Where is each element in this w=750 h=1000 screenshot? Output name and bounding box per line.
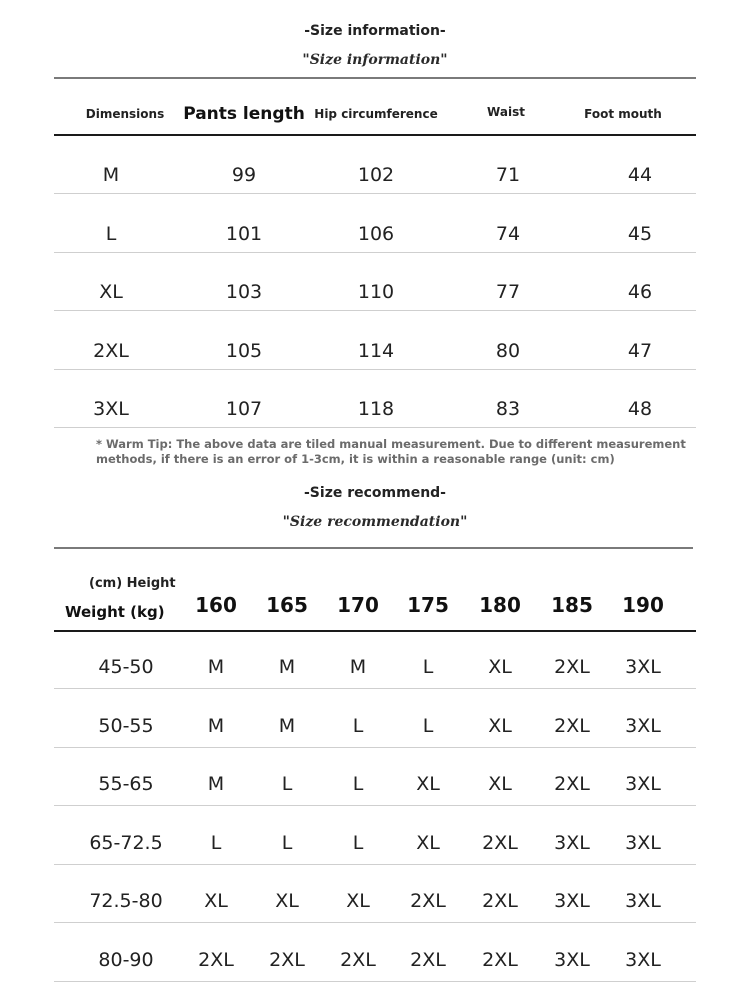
size-cell: 3XL [625,831,661,854]
table-cell: 71 [495,164,521,186]
table-cell: 102 [357,164,395,186]
size-cell: 2XL [410,890,446,912]
size-information-subheading: "Size information" [302,52,448,68]
size-cell: 2XL [482,890,518,912]
size-cell: L [352,831,364,854]
table-cell: 2XL [93,339,129,362]
size-cell: 3XL [554,948,590,971]
size-cell: 2XL [554,773,590,795]
row-divider [54,369,696,370]
size-cell: 3XL [625,890,661,912]
column-header: Foot mouth [584,107,662,121]
table-cell: 118 [357,398,395,420]
table-cell: 45 [627,222,653,245]
table-cell: 48 [627,398,653,420]
table-cell: 47 [627,339,653,362]
column-header: Waist [487,105,525,119]
weight-cell: 50-55 [98,714,154,737]
row-divider [54,252,696,253]
size-cell: M [207,656,225,678]
size-cell: XL [488,656,512,678]
size-cell: 3XL [625,714,661,737]
height-header: 185 [551,593,593,617]
weight-cell: 80-90 [98,948,154,971]
table-cell: 83 [495,398,521,420]
table-cell: 74 [495,222,521,245]
column-header: Dimensions [85,107,165,121]
recommend-header-rule [54,630,696,632]
table-cell: 101 [225,222,263,245]
size-cell: L [422,714,434,737]
size-recommend-subheading: "Size recommendation" [282,514,468,530]
size-cell: 3XL [554,831,590,854]
weight-cell: 65-72.5 [89,831,163,854]
size-cell: XL [204,890,228,912]
table-cell: 80 [495,339,521,362]
table-cell: XL [99,281,123,303]
table-cell: 44 [627,164,653,186]
row-divider [54,688,696,689]
size-cell: 3XL [625,773,661,795]
recommend-top-rule [54,547,693,549]
size-cell: L [422,656,434,678]
size-cell: M [207,773,225,795]
size-cell: XL [488,773,512,795]
height-header: 180 [479,593,521,617]
table-cell: 46 [627,281,653,303]
size-cell: M [278,656,296,678]
size-cell: L [281,831,293,854]
size-cell: 2XL [410,948,446,971]
height-header: 160 [195,593,237,617]
table-cell: 114 [357,339,395,362]
height-header: 165 [266,593,308,617]
size-cell: 3XL [625,656,661,678]
size-cell: 2XL [482,948,518,971]
size-cell: 2XL [340,948,376,971]
size-cell: 2XL [198,948,234,971]
table-cell: 3XL [93,398,129,420]
size-information-heading: -Size information- [304,23,446,39]
size-cell: 3XL [554,890,590,912]
table-cell: 77 [495,281,521,303]
size-cell: XL [275,890,299,912]
weight-cell: 72.5-80 [89,890,163,912]
size-cell: XL [416,773,440,795]
header-rule [54,134,696,136]
row-divider [54,427,696,428]
size-cell: L [210,831,222,854]
weight-cell: 55-65 [98,773,154,795]
column-header: Pants length [183,104,305,124]
height-header: 175 [407,593,449,617]
size-cell: M [349,656,367,678]
table-cell: 110 [357,281,395,303]
table-cell: 105 [225,339,263,362]
table-cell: 106 [357,222,395,245]
row-divider [54,981,696,982]
size-cell: L [352,714,364,737]
row-divider [54,310,696,311]
size-cell: 2XL [554,714,590,737]
size-cell: M [207,714,225,737]
size-cell: 3XL [625,948,661,971]
size-cell: XL [488,714,512,737]
table-cell: L [105,222,117,245]
weight-axis-label: Weight (kg) [65,603,165,621]
weight-cell: 45-50 [98,656,154,678]
table-top-rule [54,77,696,79]
row-divider [54,805,696,806]
size-cell: M [278,714,296,737]
table-cell: 103 [225,281,263,303]
column-header: Hip circumference [314,107,438,121]
row-divider [54,747,696,748]
size-cell: 2XL [482,831,518,854]
height-axis-label: (cm) Height [89,576,176,591]
row-divider [54,864,696,865]
row-divider [54,922,696,923]
warm-tip-note: * Warm Tip: The above data are tiled manual measurement. Due to different measurement methods, if there is an error of 1-3cm, it is within a reasonable range (unit: cm) [96,437,686,466]
size-cell: 2XL [269,948,305,971]
size-cell: L [352,773,364,795]
table-cell: 107 [225,398,263,420]
table-cell: 99 [231,164,257,186]
height-header: 190 [622,593,664,617]
table-cell: M [102,164,120,186]
size-recommend-heading: -Size recommend- [304,485,446,501]
size-cell: 2XL [554,656,590,678]
size-cell: XL [416,831,440,854]
size-cell: XL [346,890,370,912]
height-header: 170 [337,593,379,617]
size-cell: L [281,773,293,795]
row-divider [54,193,696,194]
